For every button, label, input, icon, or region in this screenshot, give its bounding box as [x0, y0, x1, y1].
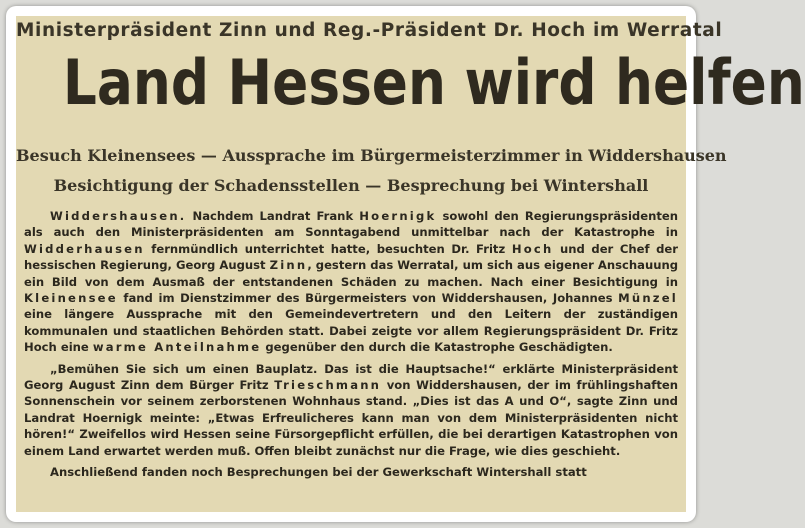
article-paragraph-2	[24, 361, 678, 459]
text-run: , gestern das Werratal, um sich aus eigener Anschauung ein Bild von dem Ausmaß der entstandenen Schäden zu machen. Nach einer Besichtigung in	[24, 258, 679, 289]
article-body	[24, 208, 678, 481]
emphasized-text: Widderhausen	[24, 241, 145, 256]
emphasized-text: Kleinensee	[24, 291, 118, 306]
emphasized-text: Münzel	[618, 291, 678, 306]
text-run: gegenüber den durch die Katastrophe Geschädigten.	[261, 340, 613, 355]
emphasized-text: Trieschmann	[274, 378, 382, 393]
article-paragraph-3	[24, 464, 678, 480]
emphasized-text: Hoernigk	[359, 209, 437, 223]
text-run: von Widdershausen, der im frühlingshaften Sonnenschein vor seinem zerborstenen Wohnhaus stand. „Dies ist das A und O“, sagte Zinn und Landrat Hoernigk meinte: „Etwas Erfreulicheres kann man von dem Ministerpräsidenten nicht hören!“ Zweifellos wird Hessen seine Fürsorgepflicht erfüllen, die bei derartigen Katastrophen von einem Land erwartet werden muß. Offen bleibt zunächst nur die Frage, wie dies geschieht.	[24, 378, 678, 458]
text-run: Nachdem Landrat Frank	[186, 209, 360, 223]
text-run: sowohl den Regierungspräsidenten als auch den Ministerpräsidenten am Sonntagabend unmittelbar nach der Katastrophe in	[24, 209, 679, 240]
text-run: fernmündlich unterrichtet hatte, besuchten Dr. Fritz	[144, 241, 512, 256]
subheadline-2: Besichtigung der Schadensstellen — Besprechung bei Wintershall	[53, 176, 649, 195]
emphasized-text: Hoch	[511, 241, 554, 256]
photo-frame	[6, 6, 805, 522]
headline: Land Hessen wird helfen	[62, 46, 805, 119]
emphasized-text: Zinn	[269, 258, 308, 273]
text-run: „Bemühen Sie sich um einen Bauplatz. Das ist die Hauptsache!“ erklärte Ministerpräsident Georg August Zinn dem Bürger Fritz	[24, 361, 678, 393]
text-run: und der Chef der hessischen Regierung, Georg August	[24, 241, 678, 273]
emphasized-text: warme Anteilnahme	[92, 340, 262, 355]
text-run: fand im Dienstzimmer des Bürgermeisters von Widdershausen, Johannes	[117, 291, 619, 306]
text-run: Anschließend fanden noch Besprechungen bei der Gewerkschaft Wintershall statt	[50, 465, 587, 480]
text-run: eine längere Aussprache mit den Gemeindevertretern und den Leitern der zuständigen kommunalen und staatlichen Behörden statt. Dabei zeigte vor allem Regierungspräsident Dr. Fritz Hoch eine	[24, 307, 678, 355]
newspaper-clipping	[16, 16, 805, 512]
article-paragraph-1	[24, 208, 678, 356]
kicker-line: Ministerpräsident Zinn und Reg.-Präsident Dr. Hoch im Werratal	[16, 20, 723, 41]
subheadline-1: Besuch Kleinensees — Aussprache im Bürgermeisterzimmer in Widdershausen	[16, 146, 727, 165]
emphasized-text: Widdershausen.	[50, 209, 187, 223]
